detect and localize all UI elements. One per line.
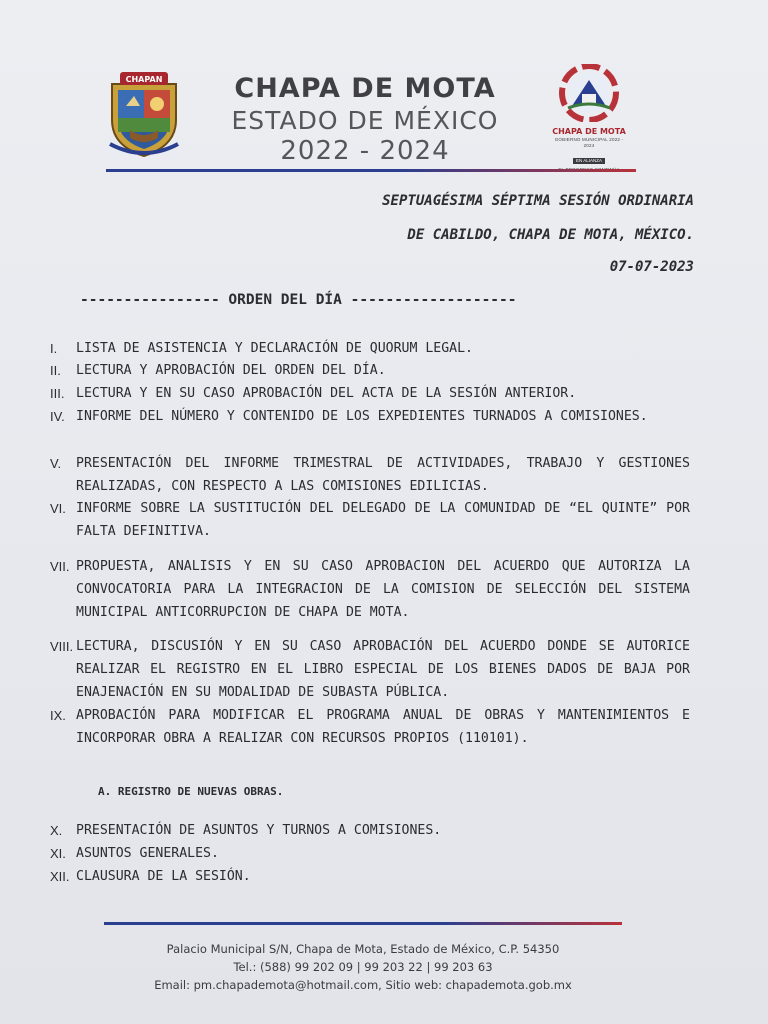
agenda-item <box>50 819 690 842</box>
agenda-sub-item: A. REGISTRO DE NUEVAS OBRAS. <box>98 785 284 798</box>
session-date: 07-07-2023 <box>609 259 694 275</box>
agenda-item-text: LECTURA Y APROBACIÓN DEL ORDEN DEL DÍA. <box>76 363 386 378</box>
agenda-item <box>50 555 690 624</box>
state-subtitle: ESTADO DE MÉXICO <box>231 106 499 135</box>
agenda-item <box>50 497 690 543</box>
agenda-item-number: IX. <box>50 708 66 723</box>
agenda-item <box>50 337 690 360</box>
agenda-item-number: IV. <box>50 409 65 424</box>
agenda-item-text: INFORME SOBRE LA SUSTITUCIÓN DEL DELEGADO DE LA COMUNIDAD DE “EL QUINTE” POR FALTA DEFINITIVA. <box>76 501 690 539</box>
footer-divider <box>104 922 622 925</box>
agenda-item-text: LECTURA, DISCUSIÓN Y EN SU CASO APROBACIÓN DEL ACUERDO DONDE SE AUTORICE REALIZAR EL REGISTRO EN EL LIBRO ESPECIAL DE LOS BIENES DADOS DE BAJA POR ENAJENACIÓN EN SU MODALIDAD DE SUBASTA PÚBLICA. <box>76 639 690 700</box>
session-title-line1: SEPTUAGÉSIMA SÉPTIMA SESIÓN ORDINARIA <box>382 193 694 209</box>
agenda-item-number: XI. <box>50 846 66 861</box>
agenda-item <box>50 635 690 704</box>
agenda-item <box>50 865 690 888</box>
agenda-item-text: PROPUESTA, ANALISIS Y EN SU CASO APROBACION DEL ACUERDO QUE AUTORIZA LA CONVOCATORIA PARA LA INTEGRACION DE LA COMISION DE SELECCIÓN DEL SISTEMA MUNICIPAL ANTICORRUPCION DE CHAPA DE MOTA. <box>76 559 690 620</box>
government-emblem <box>549 64 629 163</box>
agenda-item <box>50 359 690 382</box>
agenda-item-text: ASUNTOS GENERALES. <box>76 846 219 861</box>
administration-years: 2022 - 2024 <box>280 136 450 166</box>
agenda-item-number: I. <box>50 341 58 356</box>
municipal-shield-logo <box>106 70 182 158</box>
municipality-title: CHAPA DE MOTA <box>234 73 496 104</box>
agenda-item <box>50 405 690 428</box>
agenda-item-number: VI. <box>50 501 66 516</box>
agenda-item-number: III. <box>50 386 65 401</box>
agenda-item-number: XII. <box>50 869 70 884</box>
agenda-item-number: II. <box>50 363 61 378</box>
emblem-tag: EN ALIANZA <box>573 158 605 164</box>
footer-phone: Tel.: (588) 99 202 09 | 99 203 22 | 99 203 63 <box>233 960 493 974</box>
agenda-title: ---------------- ORDEN DEL DÍA ------------------- <box>80 292 517 308</box>
agenda-item <box>50 452 690 498</box>
session-title-line2: DE CABILDO, CHAPA DE MOTA, MÉXICO. <box>407 227 694 243</box>
agenda-item-number: VII. <box>50 559 70 574</box>
emblem-subtitle: GOBIERNO MUNICIPAL 2022 - 2024 <box>554 137 624 148</box>
footer-contact: Email: pm.chapademota@hotmail.com, Sitio web: chapademota.gob.mx <box>154 978 572 992</box>
footer-address: Palacio Municipal S/N, Chapa de Mota, Estado de México, C.P. 54350 <box>166 942 560 956</box>
agenda-item-text: INFORME DEL NÚMERO Y CONTENIDO DE LOS EXPEDIENTES TURNADOS A COMISIONES. <box>76 409 648 424</box>
agenda-item-text: APROBACIÓN PARA MODIFICAR EL PROGRAMA ANUAL DE OBRAS Y MANTENIMIENTOS E INCORPORAR OBRA A REALIZAR CON RECURSOS PROPIOS (110101). <box>76 708 690 746</box>
agenda-item-text: CLAUSURA DE LA SESIÓN. <box>76 869 251 884</box>
agenda-item <box>50 382 690 405</box>
agenda-item-text: LECTURA Y EN SU CASO APROBACIÓN DEL ACTA DE LA SESIÓN ANTERIOR. <box>76 386 577 401</box>
agenda-item <box>50 842 690 865</box>
agenda-item <box>50 704 690 750</box>
header-divider <box>106 169 636 172</box>
agenda-item-number: V. <box>50 456 62 471</box>
emblem-name: CHAPA DE MOTA <box>552 127 626 136</box>
header-title-block <box>190 72 540 166</box>
agenda-item-text: PRESENTACIÓN DEL INFORME TRIMESTRAL DE ACTIVIDADES, TRABAJO Y GESTIONES REALIZADAS, CON RESPECTO A LAS COMISIONES EDILICIAS. <box>76 456 690 494</box>
agenda-item-number: X. <box>50 823 63 838</box>
agenda-item-text: LISTA DE ASISTENCIA Y DECLARACIÓN DE QUORUM LEGAL. <box>76 341 473 356</box>
shield-banner: CHAPAN <box>125 75 163 84</box>
agenda-item-text: PRESENTACIÓN DE ASUNTOS Y TURNOS A COMISIONES. <box>76 823 442 838</box>
agenda-item-number: VIII. <box>50 639 74 654</box>
